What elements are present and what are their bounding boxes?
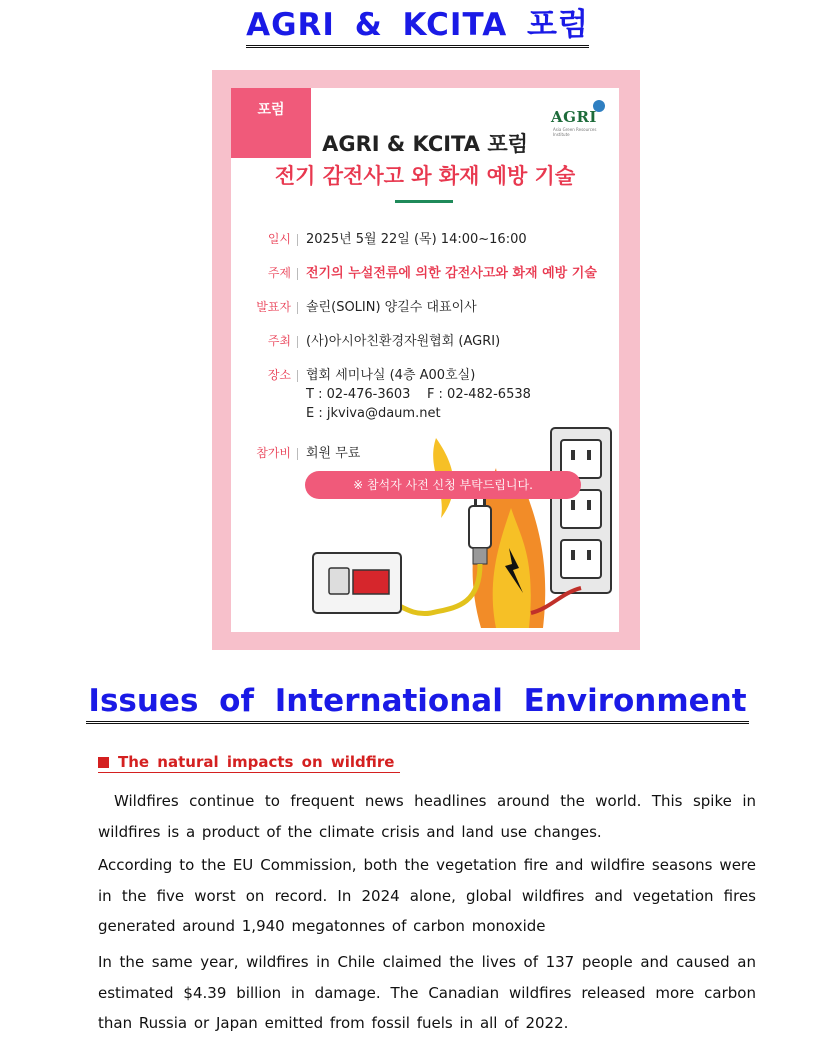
- contact-phone-fax: [306, 387, 531, 402]
- row-venue: [251, 364, 531, 421]
- plug: [469, 506, 491, 548]
- speaker-value: 솔린(SOLIN) 양길수 대표이사: [306, 300, 477, 315]
- phone: T : 02-476-3603: [306, 387, 411, 402]
- speaker-label: 발표자: [256, 300, 291, 314]
- sub-heading-text: The natural impacts on wildfire: [118, 753, 395, 771]
- row-host: [251, 330, 500, 349]
- topic-label: 주제: [267, 266, 291, 280]
- forum-badge: 포럼: [231, 88, 311, 158]
- paragraph-3: In the same year, wildfires in Chile claimed the lives of 137 people and caused an estimated $4.39 billion in damage. The Canadian wildfires released more carbon than Russia or Japan emitted from fossil fuels in all of 2022.: [98, 953, 756, 1032]
- fee-label: 참가비: [256, 446, 291, 460]
- red-switch: [353, 570, 389, 594]
- outlet-bottom: [561, 540, 601, 578]
- topic-value: 전기의 누설전류에 의한 감전사고와 화재 예방 기술: [306, 266, 597, 281]
- paragraph-2: According to the EU Commission, both the vegetation fire and wildfire seasons were in the five worst on record. In 2024 alone, global wildfires and vegetation fires generated around 1,940 megatonnes of carbon monoxide: [98, 856, 756, 935]
- sub-heading: [98, 752, 400, 773]
- forum-poster: [212, 70, 640, 650]
- fax: F : 02-482-6538: [426, 387, 531, 402]
- fee-value: 회원 무료: [306, 446, 361, 461]
- divider: [395, 200, 453, 203]
- host-label: 주최: [267, 334, 291, 348]
- email: E : jkviva@daum.net: [306, 406, 441, 421]
- paragraph-1: Wildfires continue to frequent news headlines around the world. This spike in wildfires is a product of the climate crisis and land use changes.: [98, 792, 756, 841]
- registration-notice: ※ 참석자 사전 신청 부탁드립니다.: [305, 471, 581, 499]
- page-title: [0, 6, 835, 48]
- logo-subtext: Asia Green Resources Institute: [553, 127, 597, 137]
- venue-label: 장소: [267, 368, 291, 382]
- date-label: 일시: [267, 232, 291, 246]
- row-speaker: [251, 296, 477, 315]
- poster-title: AGRI & KCITA 포럼: [322, 132, 528, 156]
- venue-value: 협회 세미나실 (4층 A00호실): [306, 368, 476, 383]
- row-topic: [251, 262, 597, 281]
- host-value: (사)아시아친환경자원협회 (AGRI): [306, 334, 501, 349]
- logo-text: AGRI: [551, 108, 597, 126]
- poster-inner: [231, 88, 619, 632]
- poster-subtitle: 전기 감전사고 와 화재 예방 기술: [274, 164, 576, 188]
- row-date: [251, 228, 527, 247]
- bullet-square-icon: [98, 757, 109, 768]
- section-title: [0, 681, 835, 724]
- row-fee: [251, 442, 360, 461]
- page-title-text: AGRI & KCITA 포럼: [246, 6, 589, 48]
- date-value: 2025년 5월 22일 (목) 14:00~16:00: [306, 232, 527, 247]
- section-title-text: Issues of International Environment: [86, 681, 748, 724]
